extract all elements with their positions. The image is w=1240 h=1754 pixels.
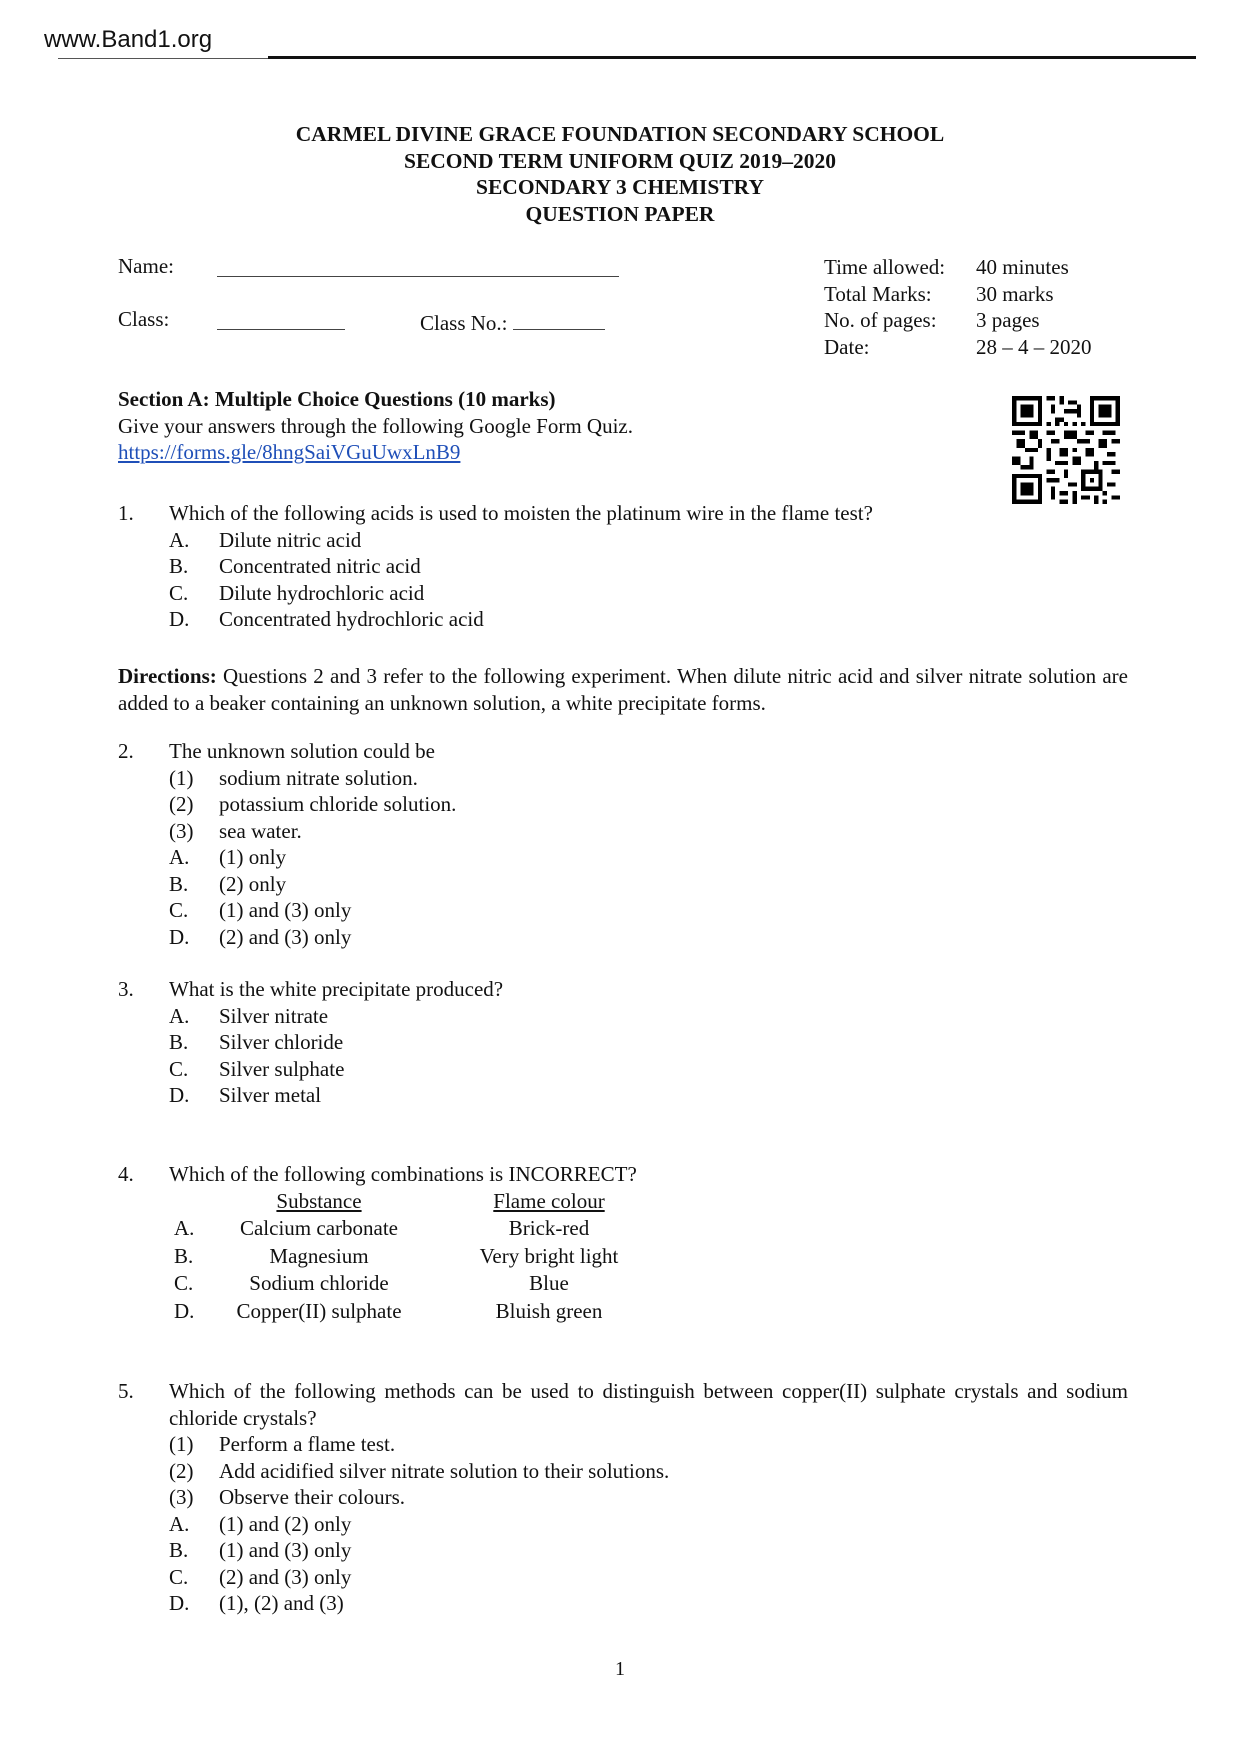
- option: D. Silver metal: [169, 1083, 322, 1107]
- class-label: Class:: [118, 307, 170, 331]
- directions-label: Directions:: [118, 664, 217, 688]
- option: B. Concentrated nitric acid: [169, 554, 421, 578]
- exam-info: [824, 254, 1092, 360]
- header-rule: [268, 56, 1196, 59]
- question-number: 2.: [118, 739, 134, 763]
- question-number: 3.: [118, 977, 134, 1001]
- directions-text: Questions 2 and 3 refer to the following experiment. When dilute nitric acid and silver nitrate solution are added to a beaker containing an unknown solution, a white precipitate forms.: [118, 664, 1128, 715]
- section-instruction: Give your answers through the following Google Form Quiz.: [118, 413, 634, 438]
- class-field[interactable]: [217, 307, 345, 330]
- question-text: Which of the following methods can be used to distinguish between copper(II) sulphate crystals and sodium chloride crystals?: [169, 1379, 1128, 1430]
- exam-info-row: No. of pages: 3 pages: [824, 308, 1040, 332]
- question-text: Which of the following combinations is INCORRECT?: [169, 1162, 637, 1186]
- option: C. (1) and (3) only: [169, 898, 352, 922]
- option: B. (1) and (3) only: [169, 1538, 352, 1562]
- option: B. (2) only: [169, 871, 287, 896]
- section-a-intro: [118, 386, 633, 466]
- statement: (2) Add acidified silver nitrate solution to their solutions.: [169, 1458, 670, 1483]
- question-text: The unknown solution could be: [169, 739, 435, 763]
- question-text: Which of the following acids is used to moisten the platinum wire in the flame test?: [169, 501, 873, 525]
- statement: (2) potassium chloride solution.: [169, 792, 457, 816]
- option: B. Silver chloride: [169, 1030, 344, 1054]
- exam-info-row: Date: 28 – 4 – 2020: [824, 334, 1092, 359]
- paper-header: [0, 121, 1240, 227]
- question-number: 1.: [118, 501, 134, 525]
- option: A. (1) only: [169, 845, 287, 869]
- header-substance: Substance: [276, 1188, 362, 1213]
- question-number: 4.: [118, 1162, 134, 1186]
- option: A. Silver nitrate: [169, 1003, 329, 1028]
- option: D. (2) and (3) only: [169, 924, 352, 949]
- header-rule-thin: [58, 58, 268, 59]
- paper-title: QUESTION PAPER: [525, 201, 715, 226]
- google-form-link[interactable]: https://forms.gle/8hngSaiVGuUwxLnB9: [118, 440, 461, 464]
- statement: (3) Observe their colours.: [169, 1485, 406, 1509]
- header-flame-colour: Flame colour: [493, 1188, 605, 1213]
- option: A. Dilute nitric acid: [169, 527, 362, 552]
- class-no-label: Class No.:: [420, 311, 508, 335]
- name-label: Name:: [118, 254, 174, 278]
- subject-title: SECONDARY 3 CHEMISTRY: [476, 175, 764, 199]
- option: A. (1) and (2) only: [169, 1511, 352, 1536]
- option: C. Dilute hydrochloric acid: [169, 580, 425, 605]
- qr-code-icon[interactable]: [1012, 396, 1120, 504]
- option: D. Concentrated hydrochloric acid: [169, 607, 484, 631]
- section-title: Section A: Multiple Choice Questions (10 marks): [118, 387, 556, 411]
- exam-info-row: Total Marks: 30 marks: [824, 281, 1054, 306]
- question-number: 5.: [118, 1379, 134, 1403]
- option: C. Silver sulphate: [169, 1056, 345, 1081]
- name-field[interactable]: [217, 254, 619, 277]
- exam-info-row: Time allowed: 40 minutes: [824, 255, 1069, 279]
- watermark-site: www.Band1.org: [44, 26, 213, 53]
- statement: (3) sea water.: [169, 818, 302, 843]
- option: C. (2) and (3) only: [169, 1564, 352, 1589]
- question-text: What is the white precipitate produced?: [169, 977, 504, 1001]
- statement: (1) sodium nitrate solution.: [169, 765, 418, 790]
- directions: [118, 663, 1128, 716]
- school-name: CARMEL DIVINE GRACE FOUNDATION SECONDARY SCHOOL: [295, 122, 945, 146]
- option: D. (1), (2) and (3): [169, 1591, 344, 1615]
- exam-title: SECOND TERM UNIFORM QUIZ 2019–2020: [403, 148, 836, 173]
- statement: (1) Perform a flame test.: [169, 1432, 396, 1456]
- class-no-field[interactable]: [513, 307, 605, 330]
- page-number: 1: [615, 1658, 625, 1680]
